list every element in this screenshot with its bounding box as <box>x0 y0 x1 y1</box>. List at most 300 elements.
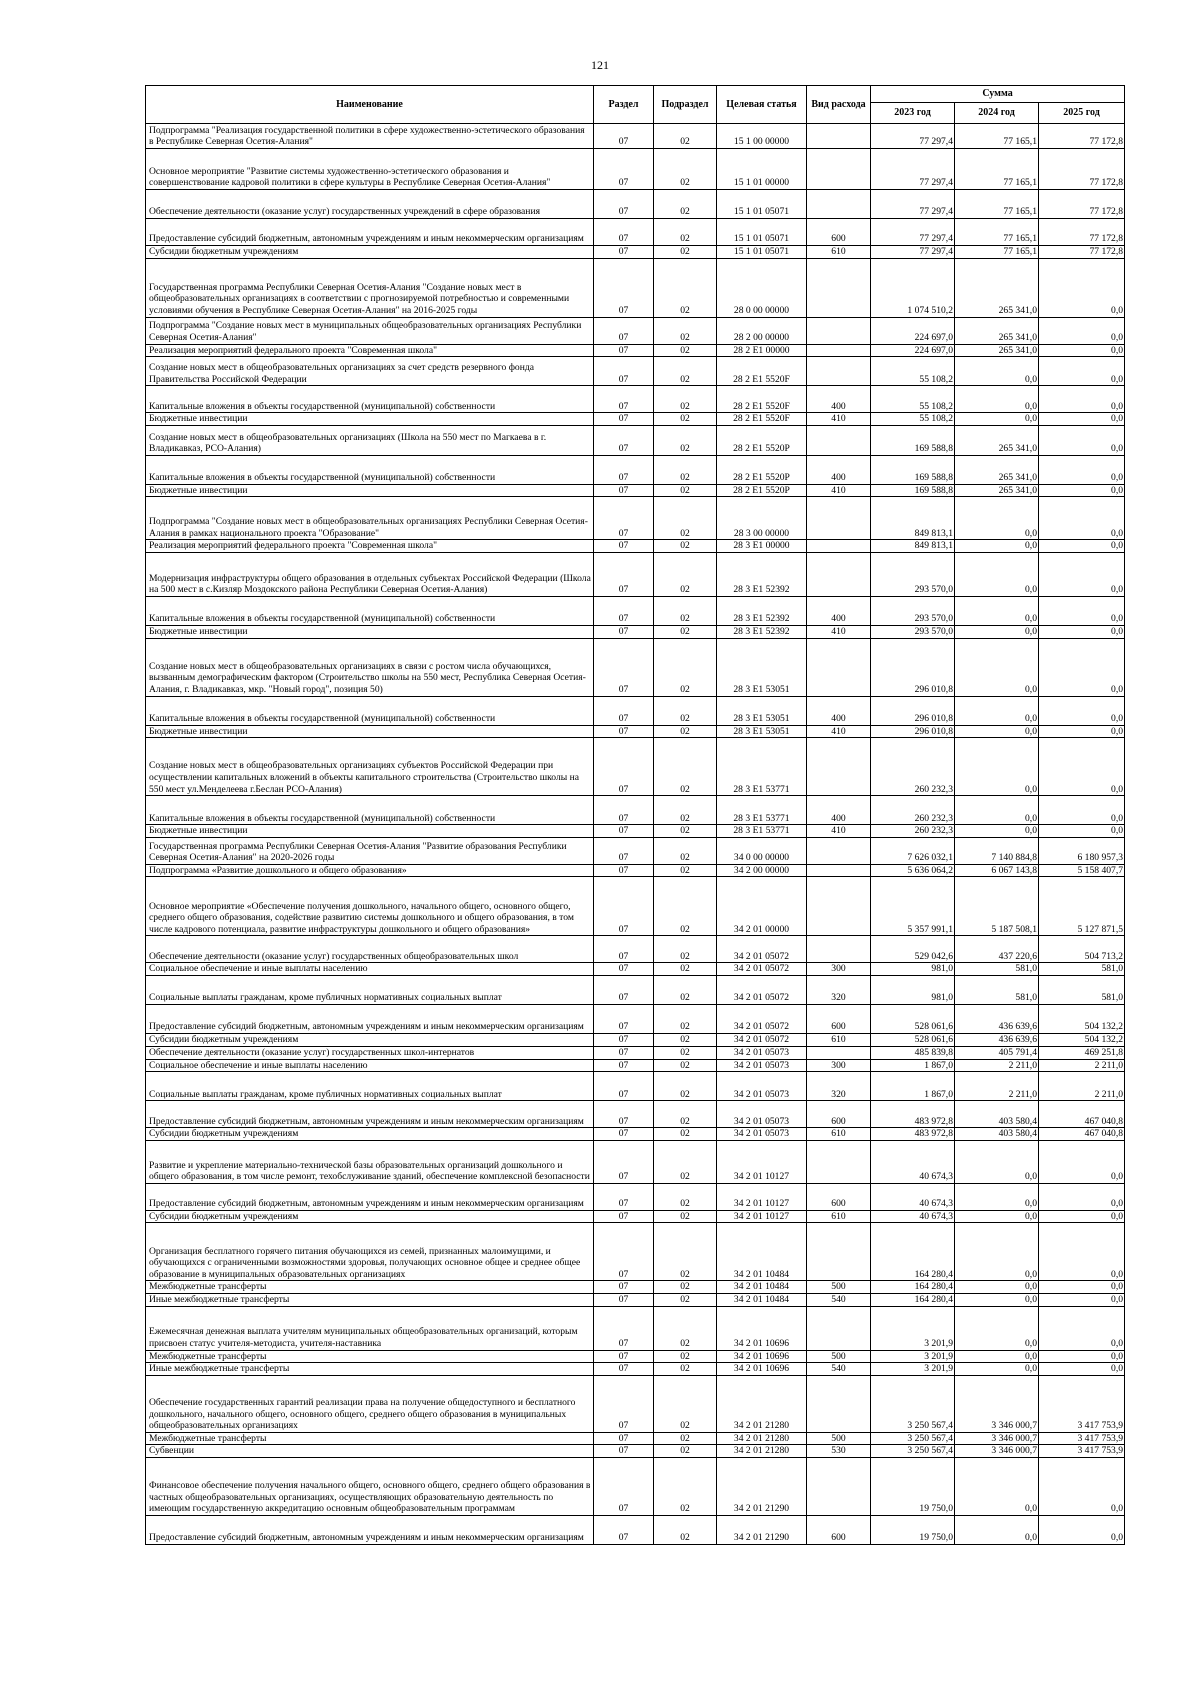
cell-podrazdel: 02 <box>654 936 717 963</box>
cell-name: Организация бесплатного горячего питания обучающихся из семей, признанных малоимущими, и обучающихся с ограниченными возможностями здоровья, получающих основное общее и среднее общее образование в муниципальных образовательных организациях <box>146 1223 594 1281</box>
cell-vid <box>807 936 871 963</box>
cell-2025: 0,0 <box>1039 540 1125 553</box>
cell-2024: 77 165,1 <box>955 219 1039 246</box>
cell-vid <box>807 149 871 190</box>
cell-name: Межбюджетные трансферты <box>146 1432 594 1445</box>
cell-name: Субсидии бюджетным учреждениям <box>146 246 594 259</box>
cell-podrazdel: 02 <box>654 413 717 426</box>
header-razdel: Раздел <box>594 86 654 124</box>
cell-2024: 403 580,4 <box>955 1128 1039 1141</box>
cell-vid: 300 <box>807 963 871 976</box>
cell-celevaya: 34 2 01 21280 <box>717 1375 807 1432</box>
table-row <box>146 1306 1125 1350</box>
cell-name: Субсидии бюджетным учреждениям <box>146 1128 594 1141</box>
cell-podrazdel: 02 <box>654 638 717 696</box>
cell-razdel: 07 <box>594 696 654 725</box>
cell-razdel: 07 <box>594 725 654 738</box>
cell-2025: 6 180 957,3 <box>1039 837 1125 864</box>
cell-2024: 437 220,6 <box>955 936 1039 963</box>
cell-celevaya: 34 2 01 10127 <box>717 1210 807 1223</box>
table-row <box>146 149 1125 190</box>
cell-name: Иные межбюджетные трансферты <box>146 1293 594 1306</box>
table-row <box>146 1183 1125 1210</box>
cell-vid: 320 <box>807 1072 871 1101</box>
cell-podrazdel: 02 <box>654 317 717 344</box>
cell-razdel: 07 <box>594 1223 654 1281</box>
cell-2025: 3 417 753,9 <box>1039 1445 1125 1458</box>
cell-2023: 485 839,8 <box>871 1046 955 1059</box>
cell-2024: 0,0 <box>955 638 1039 696</box>
cell-vid: 300 <box>807 1059 871 1072</box>
cell-vid <box>807 877 871 936</box>
table-row <box>146 1072 1125 1101</box>
cell-2025: 3 417 753,9 <box>1039 1375 1125 1432</box>
cell-razdel: 07 <box>594 258 654 317</box>
cell-vid <box>807 864 871 877</box>
cell-name: Субсидии бюджетным учреждениям <box>146 1033 594 1046</box>
cell-2024: 0,0 <box>955 596 1039 625</box>
cell-celevaya: 34 2 01 10696 <box>717 1363 807 1376</box>
cell-name: Создание новых мест в общеобразовательных организациях в связи с ростом числа обучающихся, вызванным демографическим фактором (Строительство школы на 550 мест, Республика Северная Осетия-Алания, г. Владикавказ, мкр. "Новый город", позиция 50) <box>146 638 594 696</box>
cell-vid <box>807 1306 871 1350</box>
cell-podrazdel: 02 <box>654 1350 717 1363</box>
cell-2025: 0,0 <box>1039 484 1125 497</box>
cell-vid: 500 <box>807 1350 871 1363</box>
cell-name: Иные межбюджетные трансферты <box>146 1363 594 1376</box>
cell-celevaya: 15 1 01 00000 <box>717 149 807 190</box>
cell-name: Создание новых мест в общеобразовательных организациях (Школа на 550 мест по Магкаева в г. Владикавказ, РСО-Алания) <box>146 425 594 455</box>
cell-2023: 296 010,8 <box>871 725 955 738</box>
cell-2024: 265 341,0 <box>955 317 1039 344</box>
cell-name: Государственная программа Республики Северная Осетия-Алания "Создание новых мест в общеобразовательных организациях в соответствии с прогнозируемой потребностью и современными условиями обучения в Республике Северная Осетия-Алания" на 2016-2025 годы <box>146 258 594 317</box>
cell-celevaya: 34 2 01 05073 <box>717 1059 807 1072</box>
cell-2025: 467 040,8 <box>1039 1128 1125 1141</box>
cell-2023: 296 010,8 <box>871 638 955 696</box>
header-vid: Вид расхода <box>807 86 871 124</box>
cell-2025: 0,0 <box>1039 625 1125 638</box>
cell-vid: 400 <box>807 696 871 725</box>
table-row <box>146 1128 1125 1141</box>
cell-name: Финансовое обеспечение получения начального общего, основного общего, среднего общего образования в частных общеобразовательных организациях, осуществляющих образовательную деятельность по имеющим государственную аккредитацию основным общеобразовательным программам <box>146 1457 594 1515</box>
cell-razdel: 07 <box>594 1046 654 1059</box>
cell-2024: 0,0 <box>955 738 1039 796</box>
cell-2024: 265 341,0 <box>955 455 1039 484</box>
table-row <box>146 357 1125 386</box>
cell-razdel: 07 <box>594 540 654 553</box>
cell-razdel: 07 <box>594 1375 654 1432</box>
cell-podrazdel: 02 <box>654 190 717 219</box>
cell-2023: 529 042,6 <box>871 936 955 963</box>
table-row <box>146 219 1125 246</box>
cell-2024: 3 346 000,7 <box>955 1375 1039 1432</box>
cell-razdel: 07 <box>594 1210 654 1223</box>
cell-celevaya: 28 2 E1 5520P <box>717 484 807 497</box>
cell-name: Субвенции <box>146 1445 594 1458</box>
cell-2025: 467 040,8 <box>1039 1101 1125 1128</box>
cell-podrazdel: 02 <box>654 1101 717 1128</box>
cell-2025: 0,0 <box>1039 725 1125 738</box>
cell-2023: 483 972,8 <box>871 1128 955 1141</box>
table-row <box>146 317 1125 344</box>
cell-2025: 0,0 <box>1039 1210 1125 1223</box>
cell-2023: 40 674,3 <box>871 1210 955 1223</box>
cell-vid: 410 <box>807 625 871 638</box>
table-row <box>146 425 1125 455</box>
cell-razdel: 07 <box>594 1457 654 1515</box>
cell-vid <box>807 552 871 596</box>
cell-celevaya: 34 2 01 10484 <box>717 1293 807 1306</box>
cell-celevaya: 28 3 E1 53771 <box>717 738 807 796</box>
cell-2025: 0,0 <box>1039 825 1125 838</box>
cell-razdel: 07 <box>594 1432 654 1445</box>
cell-celevaya: 15 1 01 05071 <box>717 190 807 219</box>
cell-2024: 0,0 <box>955 497 1039 540</box>
budget-table <box>145 85 1125 1545</box>
cell-2023: 77 297,4 <box>871 149 955 190</box>
cell-2024: 405 791,4 <box>955 1046 1039 1059</box>
cell-2024: 6 067 143,8 <box>955 864 1039 877</box>
cell-2024: 77 165,1 <box>955 124 1039 149</box>
cell-celevaya: 34 2 01 05073 <box>717 1072 807 1101</box>
cell-2024: 0,0 <box>955 625 1039 638</box>
header-year-2024: 2024 год <box>955 103 1039 124</box>
cell-2023: 55 108,2 <box>871 413 955 426</box>
cell-vid <box>807 124 871 149</box>
cell-razdel: 07 <box>594 246 654 259</box>
cell-podrazdel: 02 <box>654 796 717 825</box>
cell-name: Создание новых мест в общеобразовательных организациях за счет средств резервного фонда Правительства Российской Федерации <box>146 357 594 386</box>
cell-razdel: 07 <box>594 1350 654 1363</box>
cell-2023: 77 297,4 <box>871 246 955 259</box>
cell-2025: 0,0 <box>1039 1363 1125 1376</box>
cell-podrazdel: 02 <box>654 1363 717 1376</box>
table-row <box>146 975 1125 1004</box>
cell-vid <box>807 317 871 344</box>
cell-name: Бюджетные инвестиции <box>146 725 594 738</box>
cell-2025: 0,0 <box>1039 796 1125 825</box>
cell-2025: 5 158 407,7 <box>1039 864 1125 877</box>
cell-2025: 0,0 <box>1039 552 1125 596</box>
table-row <box>146 963 1125 976</box>
cell-2025: 504 132,2 <box>1039 1004 1125 1033</box>
cell-2025: 0,0 <box>1039 1457 1125 1515</box>
cell-celevaya: 28 2 E1 5520F <box>717 386 807 413</box>
cell-name: Социальные выплаты гражданам, кроме публичных нормативных социальных выплат <box>146 975 594 1004</box>
cell-name: Межбюджетные трансферты <box>146 1350 594 1363</box>
cell-2025: 2 211,0 <box>1039 1059 1125 1072</box>
cell-vid <box>807 497 871 540</box>
cell-2023: 5 357 991,1 <box>871 877 955 936</box>
cell-2023: 3 250 567,4 <box>871 1375 955 1432</box>
cell-name: Основное мероприятие «Обеспечение получения дошкольного, начального общего, основного общего, среднего общего образования, содействие развитию системы дошкольного и общего образования, в том числе кадрового потенциала, развитие инфраструктуры дошкольного и общего образования» <box>146 877 594 936</box>
cell-celevaya: 15 1 00 00000 <box>717 124 807 149</box>
cell-2024: 2 211,0 <box>955 1059 1039 1072</box>
table-row <box>146 1515 1125 1544</box>
cell-2025: 0,0 <box>1039 1223 1125 1281</box>
cell-2024: 0,0 <box>955 1350 1039 1363</box>
cell-name: Бюджетные инвестиции <box>146 825 594 838</box>
cell-2024: 0,0 <box>955 1457 1039 1515</box>
cell-2024: 77 165,1 <box>955 246 1039 259</box>
header-year-2023: 2023 год <box>871 103 955 124</box>
cell-name: Бюджетные инвестиции <box>146 625 594 638</box>
cell-podrazdel: 02 <box>654 725 717 738</box>
table-row <box>146 1432 1125 1445</box>
cell-2024: 265 341,0 <box>955 344 1039 357</box>
cell-2025: 3 417 753,9 <box>1039 1432 1125 1445</box>
cell-2024: 3 346 000,7 <box>955 1432 1039 1445</box>
cell-vid: 540 <box>807 1293 871 1306</box>
cell-celevaya: 28 2 00 00000 <box>717 317 807 344</box>
cell-celevaya: 34 2 01 05073 <box>717 1046 807 1059</box>
cell-razdel: 07 <box>594 1033 654 1046</box>
cell-celevaya: 28 0 00 00000 <box>717 258 807 317</box>
cell-2023: 849 813,1 <box>871 497 955 540</box>
cell-podrazdel: 02 <box>654 625 717 638</box>
table-row <box>146 1293 1125 1306</box>
cell-2024: 0,0 <box>955 413 1039 426</box>
cell-name: Капитальные вложения в объекты государственной (муниципальной) собственности <box>146 796 594 825</box>
cell-2023: 296 010,8 <box>871 696 955 725</box>
cell-podrazdel: 02 <box>654 1004 717 1033</box>
cell-celevaya: 34 2 01 10127 <box>717 1140 807 1183</box>
cell-razdel: 07 <box>594 317 654 344</box>
cell-2024: 0,0 <box>955 1210 1039 1223</box>
cell-razdel: 07 <box>594 357 654 386</box>
cell-razdel: 07 <box>594 1072 654 1101</box>
cell-podrazdel: 02 <box>654 246 717 259</box>
table-row <box>146 540 1125 553</box>
cell-vid <box>807 190 871 219</box>
cell-2023: 169 588,8 <box>871 455 955 484</box>
header-year-2025: 2025 год <box>1039 103 1125 124</box>
cell-celevaya: 34 2 01 10127 <box>717 1183 807 1210</box>
cell-2024: 0,0 <box>955 696 1039 725</box>
table-row <box>146 638 1125 696</box>
cell-razdel: 07 <box>594 1281 654 1294</box>
cell-celevaya: 34 2 01 05072 <box>717 1004 807 1033</box>
cell-2023: 169 588,8 <box>871 484 955 497</box>
cell-2023: 1 867,0 <box>871 1072 955 1101</box>
table-row <box>146 864 1125 877</box>
cell-name: Капитальные вложения в объекты государственной (муниципальной) собственности <box>146 455 594 484</box>
cell-razdel: 07 <box>594 425 654 455</box>
cell-name: Обеспечение деятельности (оказание услуг) государственных общеобразовательных школ <box>146 936 594 963</box>
table-row <box>146 696 1125 725</box>
cell-podrazdel: 02 <box>654 1223 717 1281</box>
cell-2023: 3 201,9 <box>871 1363 955 1376</box>
cell-razdel: 07 <box>594 975 654 1004</box>
cell-name: Основное мероприятие "Развитие системы художественно-эстетического образования и совершенствование кадровой политики в сфере культуры в Республике Северная Осетия-Алания" <box>146 149 594 190</box>
cell-2025: 77 172,8 <box>1039 149 1125 190</box>
cell-vid <box>807 1046 871 1059</box>
cell-vid <box>807 425 871 455</box>
cell-razdel: 07 <box>594 738 654 796</box>
cell-2023: 164 280,4 <box>871 1281 955 1294</box>
cell-2023: 19 750,0 <box>871 1457 955 1515</box>
table-row <box>146 1059 1125 1072</box>
cell-podrazdel: 02 <box>654 1306 717 1350</box>
cell-podrazdel: 02 <box>654 540 717 553</box>
cell-2024: 0,0 <box>955 1306 1039 1350</box>
cell-2023: 293 570,0 <box>871 625 955 638</box>
cell-2024: 0,0 <box>955 1281 1039 1294</box>
cell-2024: 0,0 <box>955 825 1039 838</box>
cell-celevaya: 34 2 01 21280 <box>717 1432 807 1445</box>
cell-vid: 610 <box>807 246 871 259</box>
cell-vid <box>807 1375 871 1432</box>
cell-celevaya: 28 3 E1 00000 <box>717 540 807 553</box>
cell-2023: 40 674,3 <box>871 1140 955 1183</box>
cell-2024: 0,0 <box>955 357 1039 386</box>
cell-podrazdel: 02 <box>654 484 717 497</box>
cell-2023: 7 626 032,1 <box>871 837 955 864</box>
cell-2023: 483 972,8 <box>871 1101 955 1128</box>
cell-podrazdel: 02 <box>654 357 717 386</box>
cell-razdel: 07 <box>594 864 654 877</box>
cell-2024: 7 140 884,8 <box>955 837 1039 864</box>
cell-celevaya: 34 2 01 05073 <box>717 1101 807 1128</box>
cell-celevaya: 34 2 01 05073 <box>717 1128 807 1141</box>
cell-celevaya: 28 3 E1 52392 <box>717 552 807 596</box>
table-row <box>146 1281 1125 1294</box>
table-row <box>146 1363 1125 1376</box>
cell-2025: 0,0 <box>1039 1140 1125 1183</box>
cell-podrazdel: 02 <box>654 552 717 596</box>
table-row <box>146 258 1125 317</box>
cell-celevaya: 34 2 01 10484 <box>717 1223 807 1281</box>
cell-2024: 0,0 <box>955 1183 1039 1210</box>
cell-2023: 3 250 567,4 <box>871 1432 955 1445</box>
cell-razdel: 07 <box>594 1445 654 1458</box>
cell-celevaya: 28 3 00 00000 <box>717 497 807 540</box>
cell-2024: 0,0 <box>955 1223 1039 1281</box>
cell-2025: 5 127 871,5 <box>1039 877 1125 936</box>
cell-2023: 981,0 <box>871 975 955 1004</box>
cell-podrazdel: 02 <box>654 1432 717 1445</box>
cell-2025: 0,0 <box>1039 638 1125 696</box>
cell-podrazdel: 02 <box>654 1128 717 1141</box>
cell-vid: 400 <box>807 386 871 413</box>
cell-2024: 0,0 <box>955 725 1039 738</box>
cell-celevaya: 28 3 E1 53771 <box>717 796 807 825</box>
cell-2025: 0,0 <box>1039 1306 1125 1350</box>
cell-2023: 1 867,0 <box>871 1059 955 1072</box>
cell-2023: 1 074 510,2 <box>871 258 955 317</box>
cell-razdel: 07 <box>594 1140 654 1183</box>
cell-vid <box>807 1140 871 1183</box>
cell-celevaya: 28 2 E1 5520F <box>717 357 807 386</box>
cell-name: Предоставление субсидий бюджетным, автономным учреждениям и иным некоммерческим организациям <box>146 1515 594 1544</box>
cell-2023: 293 570,0 <box>871 552 955 596</box>
cell-name: Государственная программа Республики Северная Осетия-Алания "Развитие образования Республики Северная Осетия-Алания" на 2020-2026 годы <box>146 837 594 864</box>
cell-podrazdel: 02 <box>654 596 717 625</box>
cell-2023: 164 280,4 <box>871 1223 955 1281</box>
cell-2025: 581,0 <box>1039 963 1125 976</box>
cell-razdel: 07 <box>594 825 654 838</box>
cell-podrazdel: 02 <box>654 149 717 190</box>
cell-name: Предоставление субсидий бюджетным, автономным учреждениям и иным некоммерческим организациям <box>146 1101 594 1128</box>
cell-2024: 265 341,0 <box>955 258 1039 317</box>
cell-podrazdel: 02 <box>654 963 717 976</box>
cell-name: Обеспечение деятельности (оказание услуг) государственных учреждений в сфере образования <box>146 190 594 219</box>
cell-2023: 3 201,9 <box>871 1306 955 1350</box>
cell-razdel: 07 <box>594 936 654 963</box>
cell-2025: 504 132,2 <box>1039 1033 1125 1046</box>
cell-razdel: 07 <box>594 796 654 825</box>
cell-celevaya: 28 2 E1 00000 <box>717 344 807 357</box>
cell-2023: 260 232,3 <box>871 825 955 838</box>
cell-2024: 265 341,0 <box>955 484 1039 497</box>
cell-vid: 600 <box>807 1101 871 1128</box>
cell-razdel: 07 <box>594 837 654 864</box>
cell-celevaya: 15 1 01 05071 <box>717 246 807 259</box>
cell-podrazdel: 02 <box>654 1375 717 1432</box>
cell-2023: 224 697,0 <box>871 344 955 357</box>
cell-vid: 410 <box>807 484 871 497</box>
table-row <box>146 413 1125 426</box>
cell-2023: 19 750,0 <box>871 1515 955 1544</box>
cell-celevaya: 34 2 01 10696 <box>717 1350 807 1363</box>
header-name: Наименование <box>146 86 594 124</box>
cell-celevaya: 15 1 01 05071 <box>717 219 807 246</box>
cell-razdel: 07 <box>594 596 654 625</box>
cell-name: Развитие и укрепление материально-технической базы образовательных организаций дошкольного и общего образования, в том числе ремонт, техобслуживание зданий, обеспечение комплексной безопасности <box>146 1140 594 1183</box>
header-celevaya: Целевая статья <box>717 86 807 124</box>
table-row <box>146 825 1125 838</box>
table-row <box>146 1457 1125 1515</box>
cell-2024: 0,0 <box>955 1363 1039 1376</box>
cell-name: Подпрограмма «Развитие дошкольного и общего образования» <box>146 864 594 877</box>
cell-razdel: 07 <box>594 963 654 976</box>
table-row <box>146 190 1125 219</box>
table-row <box>146 1101 1125 1128</box>
cell-name: Межбюджетные трансферты <box>146 1281 594 1294</box>
cell-2025: 504 713,2 <box>1039 936 1125 963</box>
table-header <box>146 86 1125 124</box>
cell-name: Социальные выплаты гражданам, кроме публичных нормативных социальных выплат <box>146 1072 594 1101</box>
cell-vid <box>807 357 871 386</box>
cell-podrazdel: 02 <box>654 1033 717 1046</box>
cell-2023: 981,0 <box>871 963 955 976</box>
cell-celevaya: 34 2 01 21290 <box>717 1457 807 1515</box>
cell-vid: 610 <box>807 1128 871 1141</box>
cell-podrazdel: 02 <box>654 124 717 149</box>
cell-celevaya: 28 3 E1 53051 <box>717 725 807 738</box>
cell-2025: 2 211,0 <box>1039 1072 1125 1101</box>
cell-razdel: 07 <box>594 638 654 696</box>
cell-2023: 77 297,4 <box>871 124 955 149</box>
cell-2024: 0,0 <box>955 552 1039 596</box>
cell-podrazdel: 02 <box>654 1515 717 1544</box>
cell-2025: 0,0 <box>1039 258 1125 317</box>
cell-2023: 169 588,8 <box>871 425 955 455</box>
cell-2023: 55 108,2 <box>871 357 955 386</box>
cell-2023: 164 280,4 <box>871 1293 955 1306</box>
cell-celevaya: 28 3 E1 52392 <box>717 596 807 625</box>
cell-2025: 0,0 <box>1039 317 1125 344</box>
cell-name: Социальное обеспечение и иные выплаты населению <box>146 1059 594 1072</box>
cell-podrazdel: 02 <box>654 1046 717 1059</box>
table-row <box>146 497 1125 540</box>
cell-2024: 3 346 000,7 <box>955 1445 1039 1458</box>
cell-name: Обеспечение государственных гарантий реализации права на получение общедоступного и бесплатного дошкольного, начального общего, основного общего, среднего общего образования в муниципальных общеобразовательных организациях <box>146 1375 594 1432</box>
cell-name: Подпрограмма "Создание новых мест в муниципальных общеобразовательных организациях Республики Северная Осетия-Алания" <box>146 317 594 344</box>
cell-2023: 849 813,1 <box>871 540 955 553</box>
table-row <box>146 455 1125 484</box>
cell-vid: 410 <box>807 825 871 838</box>
table-row <box>146 344 1125 357</box>
